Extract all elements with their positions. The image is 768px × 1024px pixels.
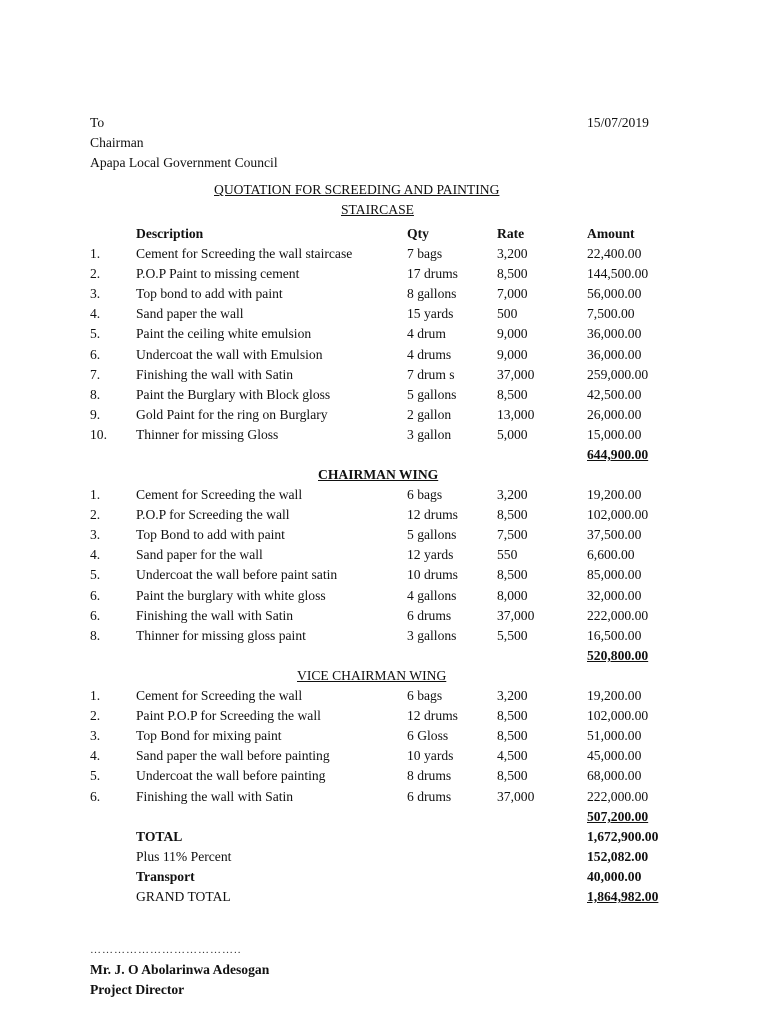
item-number: 4.: [90, 306, 101, 322]
staircase-subtotal: 644,900.00: [587, 447, 649, 462]
item-rate: 550: [497, 547, 518, 563]
item-number: 8.: [90, 627, 101, 643]
item-number: 7.: [90, 366, 101, 382]
item-amount: 22,400.00: [587, 246, 642, 261]
item-amount: 102,000.00: [587, 708, 649, 724]
item-amount: 19,200.00: [587, 487, 642, 502]
item-qty: 6 drums: [407, 607, 452, 623]
item-qty: 6 drums: [407, 788, 452, 804]
letter-date: 15/07/2019: [587, 115, 649, 130]
col-description: Description: [136, 226, 204, 241]
item-number: 4.: [90, 547, 101, 563]
item-qty: 12 yards: [407, 547, 454, 563]
item-amount: 144,500.00: [587, 266, 649, 282]
item-rate: 5,000: [497, 426, 528, 442]
item-qty: 10 drums: [407, 567, 458, 583]
percent-label: Plus 11% Percent: [136, 849, 232, 864]
item-qty: 2 gallon: [407, 406, 452, 422]
col-qty: Qty: [407, 226, 429, 241]
item-qty: 15 yards: [407, 306, 454, 322]
item-amount: 56,000.00: [587, 286, 642, 302]
item-number: 2.: [90, 266, 101, 282]
item-number: 6.: [90, 607, 101, 623]
item-rate: 5,500: [497, 627, 528, 643]
item-description: Cement for Screeding the wall: [136, 487, 303, 502]
signatory-name: Mr. J. O Abolarinwa Adesogan: [90, 962, 270, 977]
item-number: 10.: [90, 426, 107, 442]
item-amount: 222,000.00: [587, 788, 649, 804]
item-number: 5.: [90, 768, 101, 784]
item-amount: 32,000.00: [587, 587, 642, 603]
item-qty: 6 Gloss: [407, 728, 449, 744]
recipient: Chairman: [90, 135, 144, 150]
item-description: Sand paper the wall before painting: [136, 748, 330, 764]
item-description: Paint the burglary with white gloss: [136, 587, 326, 603]
percent-value: 152,082.00: [587, 849, 649, 864]
item-qty: 8 drums: [407, 768, 452, 784]
item-description: Gold Paint for the ring on Burglary: [136, 406, 328, 422]
item-number: 3.: [90, 527, 101, 543]
item-number: 3.: [90, 286, 101, 302]
item-amount: 222,000.00: [587, 607, 649, 623]
item-rate: 8,500: [497, 507, 528, 523]
item-rate: 8,500: [497, 728, 528, 744]
item-number: 8.: [90, 386, 101, 402]
item-amount: 36,000.00: [587, 346, 642, 362]
item-number: 5.: [90, 567, 101, 583]
item-rate: 8,500: [497, 708, 528, 724]
item-description: Thinner for missing gloss paint: [136, 627, 306, 643]
organisation: Apapa Local Government Council: [90, 155, 278, 170]
item-description: Top Bond for mixing paint: [136, 728, 282, 744]
item-qty: 3 gallon: [407, 426, 452, 442]
item-amount: 7,500.00: [587, 306, 635, 322]
item-rate: 3,200: [497, 246, 528, 261]
item-description: Paint the Burglary with Block gloss: [136, 386, 331, 402]
item-description: Undercoat the wall before painting: [136, 768, 326, 784]
item-amount: 16,500.00: [587, 627, 642, 643]
transport-value: 40,000.00: [587, 869, 642, 884]
total-label: TOTAL: [136, 829, 183, 844]
item-qty: 4 gallons: [407, 587, 457, 603]
item-amount: 68,000.00: [587, 768, 642, 784]
item-qty: 17 drums: [407, 266, 458, 282]
item-number: 2.: [90, 708, 101, 724]
item-number: 4.: [90, 748, 101, 764]
item-number: 9.: [90, 406, 101, 422]
item-qty: 8 gallons: [407, 286, 457, 302]
item-qty: 7 drum s: [407, 366, 455, 382]
item-description: Sand paper for the wall: [136, 547, 263, 563]
item-number: 6.: [90, 788, 101, 804]
item-description: Top Bond to add with paint: [136, 527, 285, 543]
item-rate: 37,000: [497, 366, 535, 382]
item-description: Undercoat the wall with Emulsion: [136, 346, 323, 362]
item-rate: 8,500: [497, 768, 528, 784]
item-rate: 7,500: [497, 527, 528, 543]
item-description: Cement for Screeding the wall staircase: [136, 246, 353, 261]
item-rate: 8,000: [497, 587, 528, 603]
item-number: 1.: [90, 688, 101, 703]
item-amount: 51,000.00: [587, 728, 642, 744]
signatory-role: Project Director: [90, 982, 185, 997]
transport-label: Transport: [136, 869, 195, 884]
item-number: 3.: [90, 728, 101, 744]
vice-chairman-wing-subtotal: 507,200.00: [587, 809, 649, 824]
item-amount: 42,500.00: [587, 386, 642, 402]
item-amount: 36,000.00: [587, 326, 642, 342]
item-amount: 26,000.00: [587, 406, 642, 422]
item-amount: 85,000.00: [587, 567, 642, 583]
item-qty: 4 drum: [407, 326, 446, 342]
item-number: 2.: [90, 507, 101, 523]
item-rate: 37,000: [497, 607, 535, 623]
chairman-wing-subtotal: 520,800.00: [587, 648, 649, 663]
item-qty: 12 drums: [407, 708, 458, 724]
to-label: To: [90, 115, 105, 130]
item-rate: 8,500: [497, 567, 528, 583]
item-rate: 13,000: [497, 406, 535, 422]
item-qty: 5 gallons: [407, 386, 457, 402]
col-rate: Rate: [497, 226, 525, 241]
item-qty: 4 drums: [407, 346, 452, 362]
staircase-heading: STAIRCASE: [341, 202, 414, 217]
item-amount: 37,500.00: [587, 527, 642, 543]
item-qty: 3 gallons: [407, 627, 457, 643]
item-amount: 15,000.00: [587, 426, 642, 442]
item-rate: 3,200: [497, 487, 528, 502]
item-description: Finishing the wall with Satin: [136, 366, 294, 382]
item-number: 1.: [90, 246, 101, 261]
item-amount: 259,000.00: [587, 366, 649, 382]
item-description: Top bond to add with paint: [136, 286, 283, 302]
item-description: Cement for Screeding the wall: [136, 688, 303, 703]
item-description: P.O.P Paint to missing cement: [136, 266, 300, 282]
item-rate: 9,000: [497, 326, 528, 342]
item-description: Finishing the wall with Satin: [136, 788, 294, 804]
item-rate: 500: [497, 306, 518, 322]
item-description: Paint P.O.P for Screeding the wall: [136, 708, 321, 724]
item-description: Finishing the wall with Satin: [136, 607, 294, 623]
item-rate: 8,500: [497, 266, 528, 282]
item-description: Undercoat the wall before paint satin: [136, 567, 338, 583]
item-amount: 45,000.00: [587, 748, 642, 764]
item-number: 6.: [90, 587, 101, 603]
item-description: Thinner for missing Gloss: [136, 426, 279, 442]
item-qty: 5 gallons: [407, 527, 457, 543]
item-qty: 10 yards: [407, 748, 454, 764]
vice-chairman-wing-heading: VICE CHAIRMAN WING: [297, 668, 447, 683]
item-description: Sand paper the wall: [136, 306, 244, 322]
item-amount: 19,200.00: [587, 688, 642, 703]
item-qty: 6 bags: [407, 487, 443, 502]
total-value: 1,672,900.00: [587, 829, 659, 844]
item-amount: 102,000.00: [587, 507, 649, 523]
item-qty: 12 drums: [407, 507, 458, 523]
quotation-title: QUOTATION FOR SCREEDING AND PAINTING: [214, 182, 500, 197]
item-description: Paint the ceiling white emulsion: [136, 326, 312, 342]
item-rate: 4,500: [497, 748, 528, 764]
item-rate: 8,500: [497, 386, 528, 402]
item-rate: 37,000: [497, 788, 535, 804]
signature-line: ………………………………..: [90, 944, 242, 956]
item-amount: 6,600.00: [587, 547, 635, 563]
item-rate: 7,000: [497, 286, 528, 302]
item-qty: 6 bags: [407, 688, 443, 703]
item-rate: 9,000: [497, 346, 528, 362]
item-rate: 3,200: [497, 688, 528, 703]
item-qty: 7 bags: [407, 246, 443, 261]
grand-total-value: 1,864,982.00: [587, 889, 659, 904]
item-number: 6.: [90, 346, 101, 362]
chairman-wing-heading: CHAIRMAN WING: [318, 467, 439, 482]
grand-total-label: GRAND TOTAL: [136, 889, 231, 904]
item-description: P.O.P for Screeding the wall: [136, 507, 290, 523]
item-number: 1.: [90, 487, 101, 502]
col-amount: Amount: [587, 226, 635, 241]
item-number: 5.: [90, 326, 101, 342]
